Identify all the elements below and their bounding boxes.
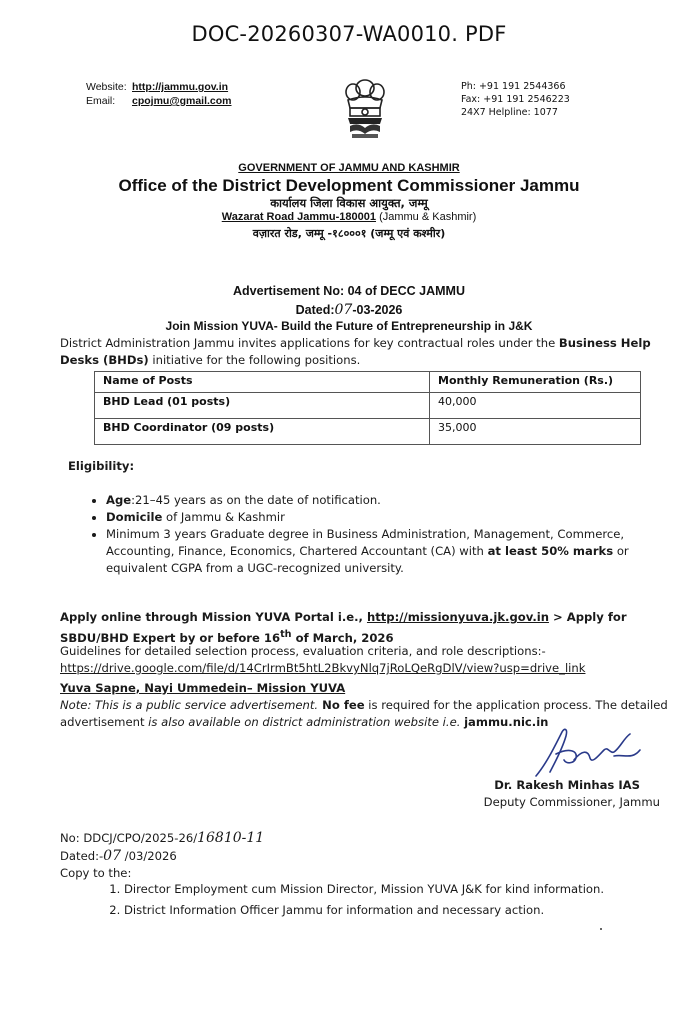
signature-image	[528, 720, 648, 784]
signatory-name: Dr. Rakesh Minhas IAS	[494, 778, 640, 792]
website-label: Website:	[86, 81, 127, 93]
reference-date-handwritten: 07	[103, 848, 121, 864]
table-row	[95, 393, 641, 419]
address-street: Wazarat Road Jammu-180001	[221, 211, 377, 223]
note-bold: No fee	[318, 698, 365, 712]
fax-number: Fax: +91 191 2546223	[461, 94, 570, 105]
advertisement-number: Advertisement No: 04 of DECC JAMMU	[233, 284, 465, 298]
dated-rest: -03-2026	[352, 303, 403, 317]
reference-handwritten: 16810-11	[197, 830, 265, 846]
advertisement-date	[0, 302, 698, 318]
post-remuneration: 35,000	[430, 419, 641, 445]
note-italic-website: is also available on district administration website i.e.	[148, 715, 465, 729]
intro-bold: Business Help Desks (BHDs)	[60, 336, 651, 367]
age-label: Age	[106, 493, 132, 507]
intro-text: District Administration Jammu invites applications for key contractual roles under the	[60, 336, 559, 350]
office-heading: Office of the District Development Commissioner Jammu	[118, 176, 580, 195]
guidelines-paragraph	[60, 643, 688, 677]
apply-instructions	[60, 609, 688, 647]
government-heading: GOVERNMENT OF JAMMU AND KASHMIR	[238, 162, 460, 174]
domicile-label: Domicile	[106, 510, 163, 524]
list-item	[106, 526, 666, 577]
note-website: jammu.nic.in	[464, 715, 549, 729]
helpline-number: 24X7 Helpline: 1077	[461, 107, 558, 118]
office-address-hindi: वज़ारत रोड, जम्मू -१८०००१ (जम्मू एवं कश्मीर)	[252, 227, 446, 240]
state-emblem-icon	[336, 74, 394, 140]
degree-text-end: or equivalent CGPA from a UGC-recognized university.	[106, 544, 629, 575]
list-item	[106, 492, 666, 509]
list-item: 1. Director Employment cum Mission Director, Mission YUVA J&K for kind information.	[124, 881, 684, 898]
apply-superscript: th	[280, 629, 292, 640]
apply-text-deadline: > Apply for SBDU/BHD Expert by or before 16	[60, 610, 627, 645]
intro-paragraph	[60, 335, 688, 369]
copy-to-label: Copy to the:	[60, 866, 132, 880]
note-text: is required for the application process. The detailed advertisement	[60, 698, 668, 729]
advertisement-headline: Join Mission YUVA- Build the Future of Entrepreneurship in J&K	[165, 319, 533, 333]
post-name: BHD Lead (01 posts)	[95, 393, 430, 419]
table-header-row	[95, 372, 641, 393]
dated-handwritten-day: 07	[334, 302, 353, 318]
portal-link[interactable]: http://missionyuva.jk.gov.in	[366, 610, 549, 624]
mission-tagline: Yuva Sapne, Nayi Ummedein– Mission YUVA	[60, 681, 346, 695]
guidelines-text: Guidelines for detailed selection process, evaluation criteria, and role descriptions:-	[60, 644, 546, 658]
degree-text: Minimum 3 years Graduate degree in Business Administration, Management, Commerce, Accounting, Finance, Economics, Chartered Accountant (CA) with	[106, 527, 625, 558]
column-header-remuneration: Monthly Remuneration (Rs.)	[430, 372, 641, 393]
signatory-designation: Deputy Commissioner, Jammu	[483, 795, 660, 809]
list-item	[106, 509, 666, 526]
eligibility-list	[86, 492, 666, 577]
email-link[interactable]: cpojmu@gmail.com	[132, 95, 232, 107]
copy-to-list	[104, 881, 684, 923]
reference-date-rest: /03/2026	[121, 849, 177, 863]
post-name: BHD Coordinator (09 posts)	[95, 419, 430, 445]
apply-text-end: of March, 2026	[291, 630, 394, 645]
office-heading-hindi: कार्यालय जिला विकास आयुक्त, जम्मू	[270, 196, 428, 210]
table-row	[95, 419, 641, 445]
degree-marks: at least 50% marks	[487, 544, 614, 558]
eligibility-heading: Eligibility:	[68, 459, 135, 473]
office-address	[0, 211, 698, 223]
post-remuneration: 40,000	[430, 393, 641, 419]
domicile-text: of Jammu & Kashmir	[162, 510, 285, 524]
column-header-posts: Name of Posts	[95, 372, 430, 393]
document-title: DOC-20260307-WA0010. PDF	[191, 22, 507, 46]
age-text: :21–45 years as on the date of notification.	[131, 493, 381, 507]
note-italic: Note: This is a public service advertisement.	[60, 698, 319, 712]
contact-right	[461, 80, 570, 119]
posts-table	[94, 371, 641, 445]
reference-date	[60, 848, 177, 865]
scan-speck	[600, 928, 602, 930]
reference-label: No: DDCJ/CPO/2025-26/	[60, 831, 198, 845]
apply-text: Apply online through Mission YUVA Portal i.e.,	[60, 610, 367, 624]
reference-date-label: Dated:-	[60, 849, 104, 863]
address-state: (Jammu & Kashmir)	[379, 211, 477, 223]
phone-number: Ph: +91 191 2544366	[461, 81, 566, 92]
website-link[interactable]: http://jammu.gov.in	[132, 81, 229, 93]
email-label: Email:	[86, 95, 116, 107]
contact-left	[86, 80, 232, 108]
guidelines-link[interactable]: https://drive.google.com/file/d/14CrIrmBt5htL2BkvyNlq7jRoLQeRgDlV/view?usp=drive_link	[60, 661, 586, 675]
dated-label: Dated:	[295, 303, 335, 317]
intro-text-end: initiative for the following positions.	[148, 353, 361, 367]
reference-number	[60, 830, 264, 847]
list-item: 2. District Information Officer Jammu for information and necessary action.	[124, 902, 684, 919]
